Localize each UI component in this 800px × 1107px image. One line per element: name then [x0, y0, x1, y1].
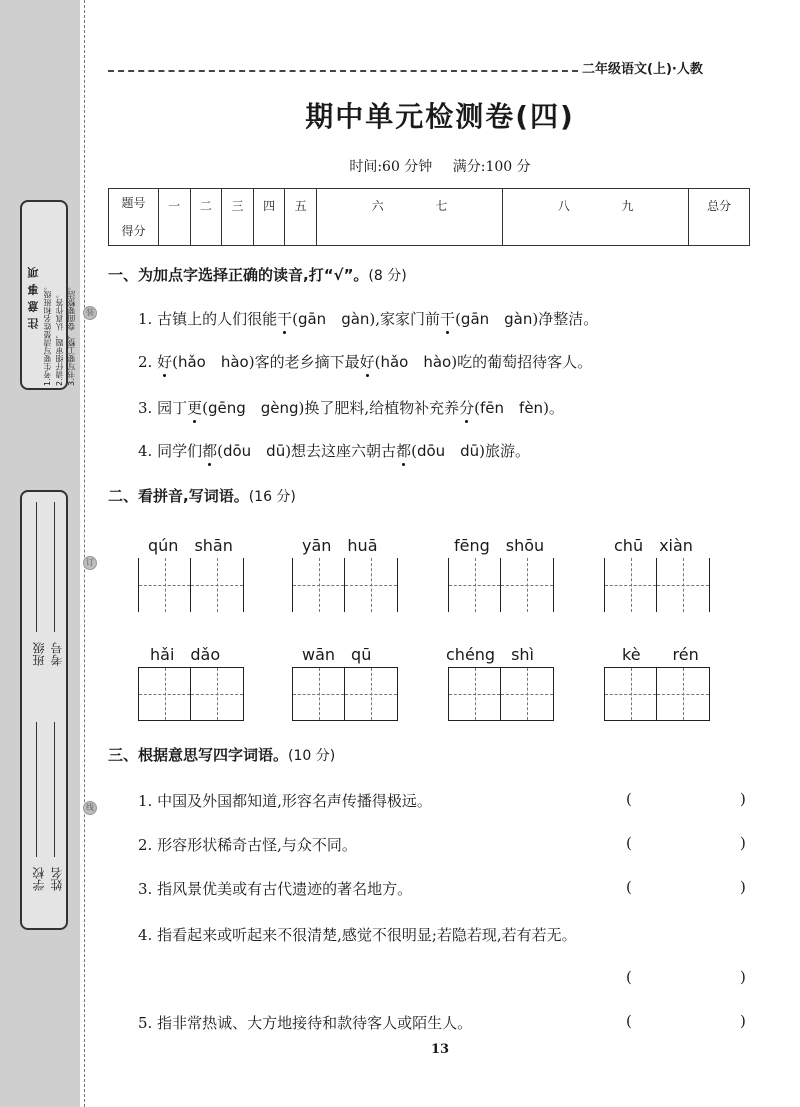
section-2-title: [108, 485, 296, 506]
s3-answer-2-close[interactable]: ): [740, 834, 746, 852]
score-label: 得分: [121, 224, 146, 238]
section-3-points: (10 分): [288, 748, 336, 764]
score-col-2[interactable]: 二: [190, 189, 222, 246]
pinyin-word-1: qún shān: [148, 536, 233, 555]
q3-paren-2: (: [474, 399, 481, 417]
pinyin-word-3: fēng shōu: [454, 536, 545, 555]
q4-options-1[interactable]: dōu dū: [222, 442, 286, 460]
header-divider: [108, 70, 578, 72]
q2-dotted-char-1: 好: [157, 353, 173, 371]
writing-cell[interactable]: [448, 667, 501, 721]
s3-answer-2-open[interactable]: (: [626, 834, 632, 852]
s1-question-1: [138, 308, 598, 329]
score-col-5[interactable]: 五: [285, 189, 317, 246]
writing-cell[interactable]: [292, 558, 345, 612]
q1-text-b: ),家家门前: [369, 310, 441, 328]
name-label: 姓名: [50, 867, 64, 891]
writing-grid-4[interactable]: [604, 558, 710, 612]
q2-options-1[interactable]: hǎo hào: [177, 353, 249, 371]
pinyin-word-8: kè rén: [622, 645, 699, 664]
writing-cell[interactable]: [604, 558, 657, 612]
writing-cell[interactable]: [138, 667, 191, 721]
writing-grid-2[interactable]: [292, 558, 398, 612]
score-col-7: 七: [435, 199, 448, 213]
q1-dotted-char-1: 干: [277, 310, 293, 328]
score-col-total[interactable]: 总分: [689, 189, 750, 246]
q2-text-a: 2.: [138, 353, 158, 371]
s3-item-2: 2. 形容形状稀奇古怪,与众不同。: [138, 836, 357, 854]
q3-text-c: )。: [543, 399, 564, 417]
writing-cell[interactable]: [345, 667, 398, 721]
writing-cell[interactable]: [345, 558, 398, 612]
writing-cell[interactable]: [191, 558, 244, 612]
binding-mark-3: 线: [83, 801, 97, 815]
binding-mark-2: 订: [83, 556, 97, 570]
q1-paren-2: (: [455, 310, 461, 328]
pinyin-word-7: chéng shì: [446, 645, 535, 664]
notice-box: [20, 200, 76, 390]
section-3-heading: 三、根据意思写四字词语。: [108, 746, 289, 764]
s1-question-3: [138, 397, 564, 418]
q3-dotted-char-2: 分: [459, 399, 475, 417]
score-col-4[interactable]: 四: [253, 189, 285, 246]
page-title: 期中单元检测卷(四): [305, 100, 575, 133]
q3-paren-1: (: [202, 399, 208, 417]
q1-text-c: )净整洁。: [532, 310, 599, 328]
q4-text-a: 4. 同学们: [138, 442, 203, 460]
exam-info: [80, 156, 800, 176]
q1-dotted-char-2: 干: [440, 310, 456, 328]
q2-options-2[interactable]: hǎo hào: [380, 353, 452, 371]
s3-answer-5-open[interactable]: (: [626, 1012, 632, 1030]
notice-line-3: 3.书写要工整，卷面要整洁。: [67, 282, 76, 386]
q3-options-1[interactable]: gēng gèng: [207, 399, 299, 417]
writing-cell[interactable]: [292, 667, 345, 721]
score-table-header: [109, 189, 159, 246]
q4-text-b: )想去这座六朝古: [285, 442, 397, 460]
q4-paren-2: (: [411, 442, 417, 460]
notice-line-2: 2.请仔细审题，认真作答。: [55, 290, 64, 386]
school-input-line[interactable]: [36, 722, 37, 857]
writing-cell[interactable]: [501, 558, 554, 612]
q1-paren-1: (: [292, 310, 298, 328]
q2-text-c: )吃的葡萄招待客人。: [451, 353, 593, 371]
name-input-line[interactable]: [54, 722, 55, 857]
q1-text-a: 1. 古镇上的人们很能: [138, 310, 278, 328]
q4-dotted-char-2: 都: [396, 442, 412, 460]
writing-grid-3[interactable]: [448, 558, 554, 612]
notice-title: 注意事项: [27, 261, 40, 329]
q1-options-2[interactable]: gān gàn: [460, 310, 533, 328]
section-3-title: [108, 744, 335, 765]
q4-options-2[interactable]: dōu dū: [416, 442, 480, 460]
school-label: 学校: [32, 867, 46, 891]
s3-answer-5-close[interactable]: ): [740, 1012, 746, 1030]
score-col-3[interactable]: 三: [222, 189, 254, 246]
notice-text: [42, 206, 76, 386]
s3-item-4: 4. 指看起来或听起来不很清楚,感觉不很明显;若隐若现,若有若无。: [138, 926, 577, 944]
s3-answer-4-close[interactable]: ): [740, 968, 746, 986]
writing-grid-6[interactable]: [292, 667, 398, 721]
writing-grid-8[interactable]: [604, 667, 710, 721]
time-limit: 时间:60 分钟: [349, 159, 433, 175]
pinyin-word-2: yān huā: [302, 536, 378, 555]
pinyin-word-4: chū xiàn: [614, 536, 693, 555]
score-col-8-9[interactable]: [503, 189, 689, 246]
student-info-box: [20, 490, 68, 930]
notice-line-1: 1.考生要写清楚姓名和班级。: [43, 282, 52, 386]
q3-dotted-char-1: 更: [187, 399, 203, 417]
class-label: 班级: [32, 642, 46, 666]
s3-item-3: 3. 指风景优美或有古代遗迹的著名地方。: [138, 880, 413, 898]
q4-dotted-char-1: 都: [202, 442, 218, 460]
s1-question-2: [138, 351, 592, 372]
score-table: [108, 188, 750, 246]
writing-cell[interactable]: [191, 667, 244, 721]
exam-no-label: 考号: [50, 642, 64, 666]
writing-grid-5[interactable]: [138, 667, 244, 721]
s3-answer-3-close[interactable]: ): [740, 878, 746, 896]
writing-cell[interactable]: [138, 558, 191, 612]
q4-text-c: )旅游。: [479, 442, 531, 460]
section-2-heading: 二、看拼音,写词语。: [108, 487, 249, 505]
q2-paren-2: (: [374, 353, 381, 371]
q2-paren-1: (: [172, 353, 178, 371]
page-number: 13: [430, 1042, 450, 1057]
s3-item-1: 1. 中国及外国都知道,形容名声传播得极远。: [138, 792, 432, 810]
q3-text-a: 3. 园丁: [138, 399, 188, 417]
s1-question-4: [138, 440, 530, 461]
exam-no-input-line[interactable]: [54, 502, 55, 632]
writing-cell[interactable]: [657, 667, 710, 721]
score-col-6-7[interactable]: [316, 189, 502, 246]
s3-answer-3-open[interactable]: (: [626, 878, 632, 896]
section-1-title: [108, 264, 407, 285]
pinyin-word-6: wān qū: [302, 645, 372, 664]
writing-cell[interactable]: [501, 667, 554, 721]
q3-text-b: )换了肥料,给植物补充养: [298, 399, 460, 417]
score-col-6: 六: [371, 199, 384, 213]
section-2-points: (16 分): [248, 489, 296, 505]
s3-item-5: 5. 指非常热诚、大方地接待和款待客人或陌生人。: [138, 1014, 473, 1032]
q2-dotted-char-2: 好: [359, 353, 375, 371]
writing-cell[interactable]: [657, 558, 710, 612]
s3-answer-4-open[interactable]: (: [626, 968, 632, 986]
q1-options-1[interactable]: gān gàn: [297, 310, 370, 328]
writing-grid-7[interactable]: [448, 667, 554, 721]
s3-answer-1-close[interactable]: ): [740, 790, 746, 808]
q2-text-b: )客的老乡摘下最: [248, 353, 360, 371]
score-col-8: 八: [557, 199, 570, 213]
writing-cell[interactable]: [448, 558, 501, 612]
writing-cell[interactable]: [604, 667, 657, 721]
grade-subject-tag: 二年级语文(上)·人教: [582, 62, 703, 77]
pinyin-word-5: hǎi dǎo: [150, 645, 221, 664]
binding-mark-1: 装: [83, 306, 97, 320]
q4-paren-1: (: [217, 442, 223, 460]
s3-answer-1-open[interactable]: (: [626, 790, 632, 808]
full-score: 满分:100 分: [452, 159, 531, 175]
section-1-points: (8 分): [368, 268, 407, 284]
class-input-line[interactable]: [36, 502, 37, 632]
q3-options-2[interactable]: fēn fèn: [480, 399, 544, 417]
score-col-1[interactable]: 一: [159, 189, 191, 246]
score-col-9: 九: [621, 199, 634, 213]
question-number-label: 题号: [121, 196, 146, 210]
section-1-heading: 一、为加点字选择正确的读音,打“√”。: [108, 266, 369, 284]
writing-grid-1[interactable]: [138, 558, 244, 612]
